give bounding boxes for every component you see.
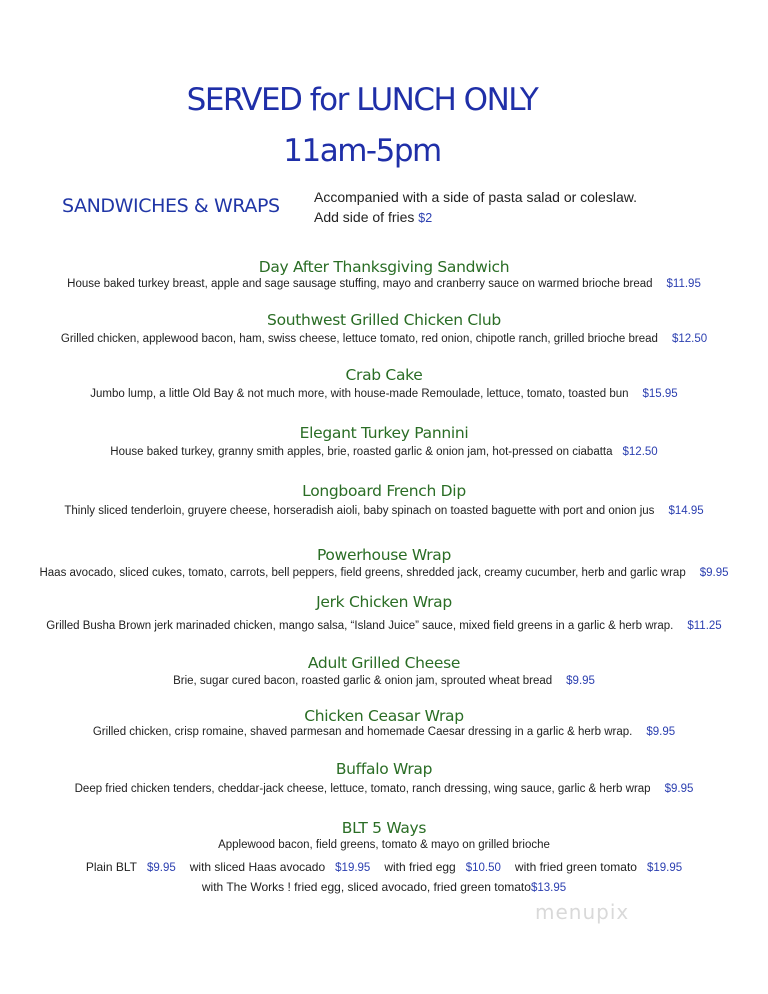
- item-name: Day After Thanksgiving Sandwich: [258, 258, 510, 276]
- item-desc-text: Deep fried chicken tenders, cheddar-jack cheese, lettuce, tomato, ranch dressing, wing sauce, garlic & herb wrap: [74, 783, 651, 795]
- section-note-sides: Accompanied with a side of pasta salad or coleslaw.: [314, 189, 637, 205]
- item-name: Crab Cake: [345, 366, 423, 384]
- item-name: Southwest Grilled Chicken Club: [267, 311, 501, 329]
- item-price: $15.95: [642, 388, 678, 400]
- item-price: $9.95: [646, 726, 676, 738]
- blt-option-label: with fried egg: [384, 860, 456, 874]
- fries-price: $2: [418, 211, 433, 225]
- item-desc-text: Grilled chicken, crisp romaine, shaved parmesan and homemade Caesar dressing in a garlic & herb wrap.: [92, 726, 633, 738]
- item-desc-text: Thinly sliced tenderloin, gruyere cheese, horseradish aioli, baby spinach on toasted baguette with port and onion jus: [64, 505, 655, 517]
- blt-option-price: $19.95: [335, 862, 371, 874]
- item-price: $9.95: [664, 783, 694, 795]
- item-desc-text: Haas avocado, sliced cukes, tomato, carrots, bell peppers, field greens, shredded jack, creamy cucumber, herb and garlic wrap: [39, 567, 686, 579]
- blt-option-label: Plain BLT: [85, 860, 137, 874]
- item-desc: [0, 333, 768, 345]
- item-desc-text: House baked turkey breast, apple and sage sausage stuffing, mayo and cranberry sauce on warmed brioche bread: [67, 278, 653, 290]
- item-desc: [0, 675, 768, 687]
- item-desc-text: Brie, sugar cured bacon, roasted garlic & onion jam, sprouted wheat bread: [173, 675, 553, 687]
- blt-options: [0, 860, 768, 874]
- item-price: $14.95: [668, 505, 704, 517]
- blt-name: BLT 5 Ways: [341, 819, 427, 837]
- blt-option-label: with fried green tomato: [514, 860, 637, 874]
- item-name: Powerhouse Wrap: [316, 546, 452, 564]
- blt-works-label: with The Works ! fried egg, sliced avocado, fried green tomato: [201, 880, 531, 894]
- item-price: $12.50: [671, 333, 708, 345]
- blt-option-price: $10.50: [465, 862, 501, 874]
- item-name: Longboard French Dip: [302, 482, 466, 500]
- blt-option-price: $19.95: [646, 862, 683, 874]
- item-price: $9.95: [566, 675, 595, 687]
- item-desc: [0, 278, 768, 290]
- item-name: Chicken Ceasar Wrap: [304, 707, 464, 725]
- item-desc: [0, 783, 768, 795]
- item-price: $11.95: [666, 278, 701, 290]
- item-desc: [0, 620, 768, 632]
- item-desc: [0, 388, 768, 400]
- page-title: SERVED for LUNCH ONLY: [186, 82, 538, 118]
- item-price: $12.50: [622, 446, 658, 458]
- blt-option-price: $9.95: [146, 862, 176, 874]
- item-desc-text: Grilled Busha Brown jerk marinaded chicken, mango salsa, “Island Juice” sauce, mixed field greens in a garlic & herb wrap.: [46, 620, 674, 632]
- item-price: $9.95: [699, 567, 729, 579]
- item-name: Buffalo Wrap: [335, 760, 433, 778]
- item-desc-text: Jumbo lump, a little Old Bay & not much more, with house-made Remoulade, lettuce, tomato, toasted bun: [90, 388, 629, 400]
- blt-option-label: with sliced Haas avocado: [189, 860, 326, 874]
- item-desc: [0, 505, 768, 517]
- item-price: $11.25: [687, 620, 722, 632]
- blt-works: [0, 880, 768, 894]
- item-name: Elegant Turkey Pannini: [299, 424, 469, 442]
- blt-works-price: $13.95: [530, 882, 567, 894]
- section-title: SANDWICHES & WRAPS: [62, 195, 280, 217]
- item-desc-text: Grilled chicken, applewood bacon, ham, swiss cheese, lettuce tomato, red onion, chipotle ranch, grilled brioche bread: [60, 333, 658, 345]
- item-name: Adult Grilled Cheese: [307, 654, 461, 672]
- section-note-fries: [314, 209, 432, 225]
- item-name: Jerk Chicken Wrap: [316, 593, 452, 611]
- watermark-logo: menupix: [535, 900, 630, 924]
- item-desc: [0, 446, 768, 458]
- item-desc: [0, 567, 768, 579]
- blt-desc: Applewood bacon, field greens, tomato & mayo on grilled brioche: [218, 839, 550, 851]
- item-desc-text: House baked turkey, granny smith apples, brie, roasted garlic & onion jam, hot-pressed on ciabatta: [110, 446, 613, 458]
- hours-subtitle: 11am-5pm: [283, 133, 441, 169]
- fries-label: Add side of fries: [314, 209, 415, 225]
- item-desc: [0, 726, 768, 738]
